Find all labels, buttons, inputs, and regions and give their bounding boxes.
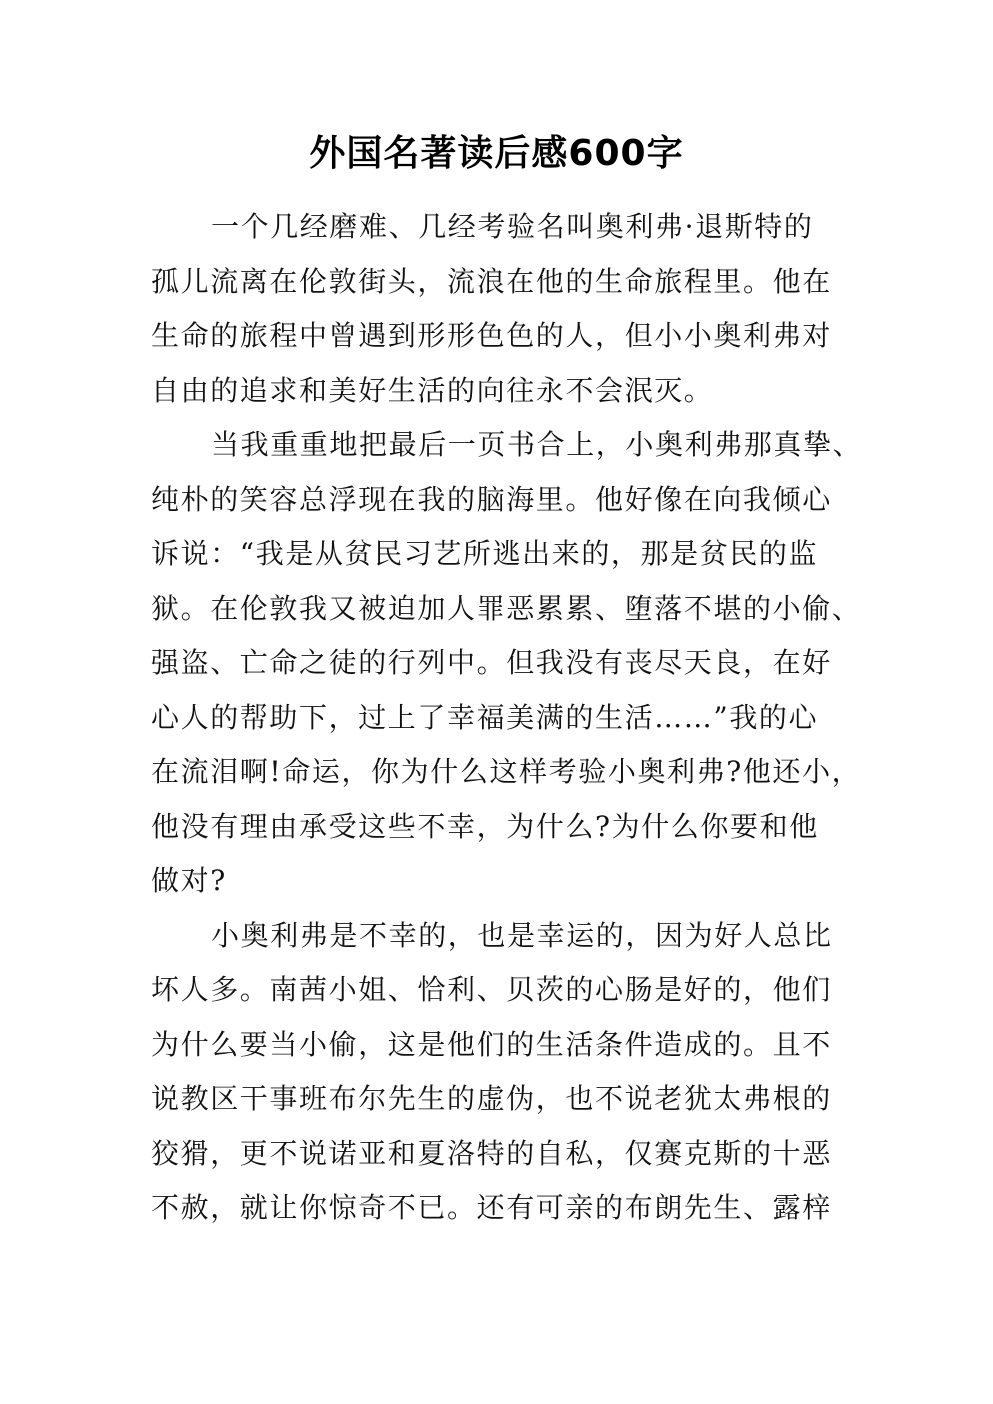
text-line: 做对? (151, 864, 227, 897)
document-body (151, 200, 871, 1236)
text-line: 狡猾，更不说诺亚和夏洛特的自私，仅赛克斯的十恶 (151, 1136, 832, 1170)
text-line: 一个几经磨难、几经考验名叫奥利弗·退斯特的 (211, 210, 814, 243)
document-title: 外国名著读后感600字 (309, 133, 684, 174)
text-line: 坏人多。南茜小姐、恰利、贝茨的心肠是好的，他们 (151, 973, 832, 1006)
paragraph-3 (151, 909, 871, 1236)
text-line: 心人的帮助下，过上了幸福美满的生活……”我的心 (151, 700, 819, 734)
paragraph-1 (151, 200, 871, 418)
text-line: 当我重重地把最后一页书合上，小奥利弗那真挚、 (211, 428, 863, 461)
paragraph-2 (151, 418, 871, 909)
text-line: 他没有理由承受这些不幸，为什么?为什么你要和他 (151, 809, 819, 843)
text-line: 自由的追求和美好生活的向往永不会泯灭。 (151, 373, 714, 407)
text-line: 生命的旅程中曾遇到形形色色的人，但小小奥利弗对 (151, 319, 832, 352)
text-line: 诉说：“我是从贫民习艺所逃出来的，那是贫民的监 (151, 537, 819, 570)
text-line: 强盗、亡命之徒的行列中。但我没有丧尽天良，在好 (151, 646, 832, 679)
text-line: 狱。在伦敦我又被迫加人罪恶累累、堕落不堪的小偷、 (151, 591, 862, 625)
text-line: 小奥利弗是不幸的，也是幸运的，因为好人总比 (211, 918, 833, 952)
text-line: 不赦，就让你惊奇不已。还有可亲的布朗先生、露梓 (151, 1191, 832, 1224)
text-line: 在流泪啊!命运，你为什么这样考验小奥利弗?他还小， (151, 755, 862, 788)
text-line: 说教区干事班布尔先生的虚伪，也不说老犹太弗根的 (151, 1082, 832, 1115)
text-line: 孤儿流离在伦敦街头，流浪在他的生命旅程里。他在 (151, 264, 832, 298)
text-line: 为什么要当小偷，这是他们的生活条件造成的。且不 (151, 1027, 832, 1061)
text-line: 纯朴的笑容总浮现在我的脑海里。他好像在向我倾心 (151, 482, 832, 516)
